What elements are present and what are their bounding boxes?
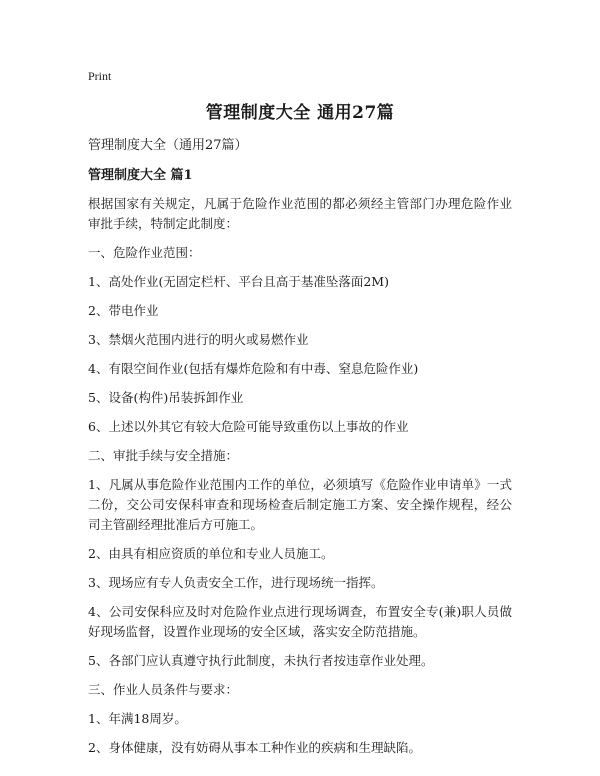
paragraph: 1、凡属从事危险作业范围内工作的单位，必须填写《危险作业申请单》一式二份，交公司安保科审查和现场检查后制定施工方案、安全操作规程，经公司主管副经理批准后方可施工。 xyxy=(88,477,512,532)
paragraph: 4、有限空间作业(包括有爆炸危险和有中毒、窒息危险作业) xyxy=(88,361,419,376)
paragraph: 2、带电作业 xyxy=(88,303,159,318)
paragraph: 二、审批手续与安全措施： xyxy=(88,448,239,463)
print-link[interactable]: Print xyxy=(88,69,112,83)
section-heading: 管理制度大全 篇1 xyxy=(88,168,193,183)
paragraph: 根据国家有关规定，凡属于危险作业范围的都必须经主管部门办理危险作业审批手续，特制定此制度： xyxy=(88,196,512,231)
paragraph: 5、设备(构件)吊装拆卸作业 xyxy=(88,390,244,405)
document-subtitle: 管理制度大全（通用27篇） xyxy=(88,138,248,153)
paragraph: 2、身体健康，没有妨碍从事本工种作业的疾病和生理缺陷。 xyxy=(88,740,421,755)
document-body xyxy=(88,194,512,758)
paragraph: 3、现场应有专人负责安全工作，进行现场统一指挥。 xyxy=(88,575,384,590)
paragraph: 3、禁烟火范围内进行的明火或易燃作业 xyxy=(88,332,309,347)
paragraph: 6、上述以外其它有较大危险可能导致重伤以上事故的作业 xyxy=(88,419,409,434)
paragraph: 5、各部门应认真遵守执行此制度，未执行者按违章作业处理。 xyxy=(88,653,434,668)
paragraph: 2、由具有相应资质的单位和专业人员施工。 xyxy=(88,546,334,561)
document-title: 管理制度大全 通用27篇 xyxy=(205,103,395,123)
paragraph: 1、高处作业(无固定栏杆、平台且高于基准坠落面2M) xyxy=(88,274,389,289)
paragraph: 4、公司安保科应及时对危险作业点进行现场调查，布置安全专(兼)职人员做好现场监督，设置作业现场的安全区域，落实安全防范措施。 xyxy=(88,604,512,639)
paragraph: 三、作业人员条件与要求： xyxy=(88,682,239,697)
paragraph: 1、年满18周岁。 xyxy=(88,711,187,726)
paragraph: 一、危险作业范围： xyxy=(88,245,201,260)
